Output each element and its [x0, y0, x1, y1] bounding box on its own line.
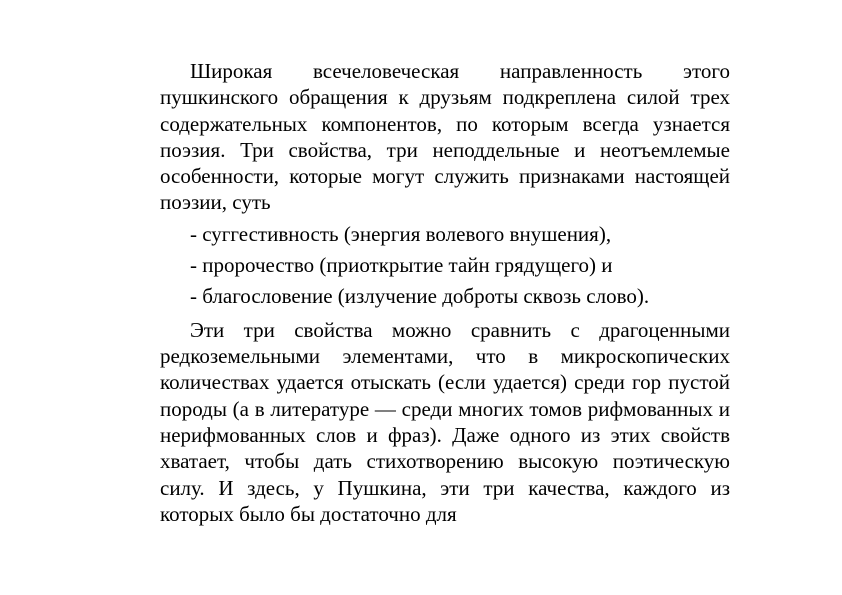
properties-list [160, 221, 730, 309]
list-item: - суггестивность (энергия волевого внушения), [190, 221, 612, 246]
list-item: - благословение (излучение доброты сквозь слово). [190, 283, 650, 308]
paragraph-2: Эти три свойства можно сравнить с драгоценными редкоземельными элементами, что в микроскопических количествах удается отыскать (если удается) среди гор пустой породы (а в литературе — среди многих томов рифмованных и нерифмованных слов и фраз). Даже одного из этих свойств хватает, чтобы дать стихотворению высокую поэтическую силу. И здесь, у Пушкина, эти три качества, каждого из которых было бы достаточно для [160, 317, 730, 526]
paragraph-1: Широкая всечеловеческая направленность этого пушкинского обращения к друзьям подкреплена силой трех содержательных компонентов, по которым всегда узнается поэзия. Три свойства, три неподдельные и неотъемлемые особенности, которые могут служить признаками настоящей поэзии, суть [160, 59, 730, 215]
list-item: - пророчество (приоткрытие тайн грядущего) и [190, 252, 613, 277]
document-page [160, 58, 730, 527]
